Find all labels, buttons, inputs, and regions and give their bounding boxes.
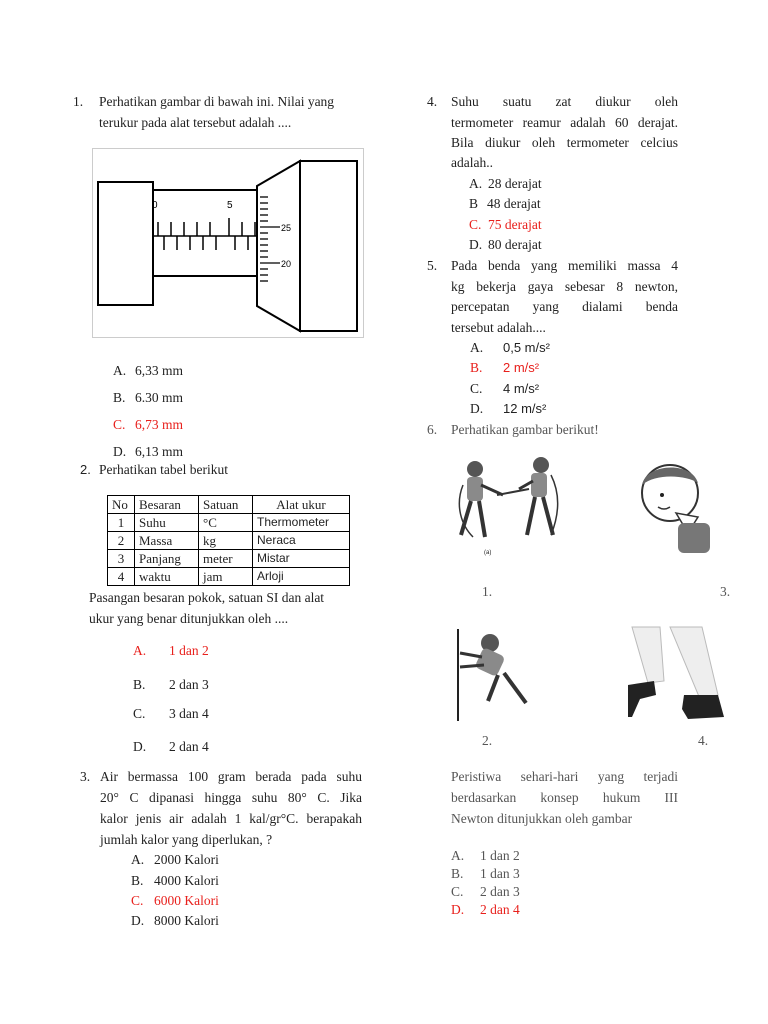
option-letter: B. (470, 360, 483, 375)
option-text: 2 dan 4 (169, 739, 209, 754)
table-header: No (108, 496, 135, 514)
table-cell: Thermometer (253, 514, 350, 532)
question-text: Perhatikan gambar di bawah ini. Nilai yang (99, 94, 335, 109)
scale-label: 5 (227, 200, 233, 211)
option-text: 2 dan 3 (169, 677, 209, 692)
question-text: tersebut adalah.... (451, 320, 546, 335)
measurement-table (107, 495, 350, 586)
option-letter: C. (470, 381, 483, 396)
option-text: 3 dan 4 (169, 706, 209, 721)
table-row (108, 532, 350, 550)
table-header-row (108, 496, 350, 514)
table-cell: °C (199, 514, 253, 532)
option-text: 12 m/s² (503, 401, 547, 416)
scale-label: 25 (281, 223, 292, 233)
option-letter: D. (133, 739, 147, 754)
question-text: jumlah kalor yang diperlukan, ? (100, 832, 273, 847)
question-text: Perhatikan tabel berikut (99, 462, 228, 477)
figure-label: 3. (720, 584, 731, 599)
table-cell: jam (199, 568, 253, 586)
question-text: berdasarkan konsep hukum III (451, 790, 678, 805)
question-text: Pasangan besaran pokok, satuan SI dan alat (89, 590, 325, 605)
option-letter: B. (131, 873, 144, 888)
question-number: 4. (427, 94, 438, 109)
option-text: 6,33 mm (135, 363, 184, 378)
table-cell: 4 (108, 568, 135, 586)
option-text: 4 m/s² (503, 381, 540, 396)
table-row (108, 550, 350, 568)
option-text: 8000 Kalori (154, 913, 219, 928)
option-text: 6,73 mm (135, 417, 184, 432)
option-text: 6.30 mm (135, 390, 184, 405)
option-text: 1 dan 2 (169, 643, 209, 658)
table-header: Satuan (199, 496, 253, 514)
option-letter: D. (470, 401, 484, 416)
option-text: 80 derajat (488, 237, 542, 252)
question-text: termometer reamur adalah 60 derajat. (451, 115, 678, 130)
option-text: 2 dan 4 (480, 902, 520, 917)
option-text: 1 dan 2 (480, 848, 520, 863)
option-letter: B. (113, 390, 126, 405)
option-letter: B. (451, 866, 464, 881)
table-cell: Panjang (135, 550, 199, 568)
option-text: 6000 Kalori (154, 893, 219, 908)
question-text: Peristiwa sehari-hari yang terjadi (451, 769, 678, 784)
question-text: Suhu suatu zat diukur oleh (451, 94, 678, 109)
question-text: terukur pada alat tersebut adalah .... (99, 115, 292, 130)
table-cell: 1 (108, 514, 135, 532)
option-text: 0,5 m/s² (503, 340, 550, 355)
table-cell: waktu (135, 568, 199, 586)
question-text: kg bekerja gaya sebesar 8 newton, (451, 279, 678, 294)
option-text: 2000 Kalori (154, 852, 219, 867)
option-letter: A. (470, 340, 484, 355)
figure-label: 2. (482, 733, 493, 748)
question-text: ukur yang benar ditunjukkan oleh .... (89, 611, 289, 626)
option-letter: C. (131, 893, 144, 908)
question-text: Pada benda yang memiliki massa 4 (451, 258, 678, 273)
option-letter: A. (451, 848, 465, 863)
question-number: 2. (80, 462, 91, 477)
table-header: Besaran (135, 496, 199, 514)
walking-legs-image (620, 625, 730, 725)
table-cell: 2 (108, 532, 135, 550)
option-letter: A. (113, 363, 127, 378)
option-text: 2 dan 3 (480, 884, 520, 899)
child-clapping-image (626, 455, 718, 560)
option-letter: A. (133, 643, 147, 658)
pushing-wall-image (430, 625, 540, 725)
option-letter: D. (131, 913, 145, 928)
option-text: 28 derajat (488, 176, 542, 191)
question-text: Perhatikan gambar berikut! (451, 422, 599, 437)
option-letter: A. (131, 852, 145, 867)
tug-of-war-image (455, 455, 565, 570)
option-text: 1 dan 3 (480, 866, 520, 881)
option-text: 75 derajat (488, 217, 542, 232)
option-text: 6,13 mm (135, 444, 184, 459)
table-cell: 3 (108, 550, 135, 568)
table-cell: Suhu (135, 514, 199, 532)
table-row (108, 568, 350, 586)
table-cell: meter (199, 550, 253, 568)
option-letter: C. (133, 706, 146, 721)
question-text: Bila diukur oleh termometer celcius (451, 135, 678, 150)
table-cell: Mistar (253, 550, 350, 568)
question-number: 1. (73, 94, 84, 109)
micrometer-figure (92, 148, 364, 338)
question-number: 5. (427, 258, 438, 273)
question-text: kalor jenis air adalah 1 kal/gr°C. berapakah (100, 811, 362, 826)
option-letter: C. (469, 217, 482, 232)
option-text: 48 derajat (487, 196, 541, 211)
option-letter: B. (133, 677, 146, 692)
option-letter: D. (469, 237, 483, 252)
figure-caption: (a) (484, 550, 492, 556)
question-text: percepatan yang dialami benda (451, 299, 678, 314)
figure-label: 4. (698, 733, 709, 748)
question-text: Newton ditunjukkan oleh gambar (451, 811, 633, 826)
table-row (108, 514, 350, 532)
question-number: 3. (80, 769, 91, 784)
table-cell: Massa (135, 532, 199, 550)
table-cell: Arloji (253, 568, 350, 586)
question-text: Air bermassa 100 gram berada pada suhu (100, 769, 362, 784)
option-letter: D. (113, 444, 127, 459)
option-letter: C. (113, 417, 126, 432)
option-letter: A. (469, 176, 483, 191)
question-text: 20° C dipanasi hingga suhu 80° C. Jika (100, 790, 362, 805)
option-letter: D. (451, 902, 465, 917)
option-letter: C. (451, 884, 464, 899)
table-cell: Neraca (253, 532, 350, 550)
option-text: 4000 Kalori (154, 873, 219, 888)
question-number: 6. (427, 422, 438, 437)
option-text: 2 m/s² (503, 360, 540, 375)
figure-label: 1. (482, 584, 493, 599)
scale-label: 0 (152, 200, 158, 211)
option-letter: B (469, 196, 479, 211)
table-header: Alat ukur (253, 496, 350, 514)
scale-label: 20 (281, 259, 292, 269)
table-cell: kg (199, 532, 253, 550)
question-text: adalah.. (451, 155, 493, 170)
